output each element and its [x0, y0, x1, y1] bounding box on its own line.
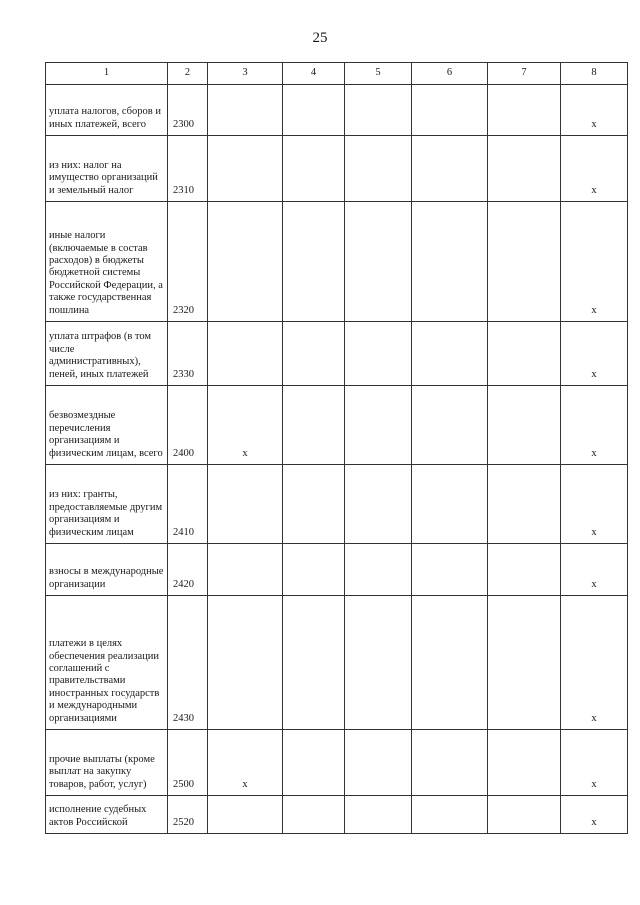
table-cell	[208, 730, 283, 796]
cell-mark: x	[591, 712, 597, 724]
table-cell	[412, 544, 488, 596]
cell-mark: x	[591, 368, 597, 380]
table-row	[46, 544, 628, 596]
table-cell	[283, 730, 345, 796]
table-row	[46, 596, 628, 730]
cell-mark: x	[591, 778, 597, 790]
table-cell	[561, 85, 628, 136]
row-label: из них: гранты, предоставляемые другим организациям и физическим лицам	[46, 465, 168, 544]
row-label: уплата штрафов (в том числе административных), пеней, иных платежей	[46, 322, 168, 386]
table-cell	[412, 796, 488, 834]
table-cell	[208, 136, 283, 202]
column-header-3: 3	[208, 63, 283, 85]
table-cell	[208, 386, 283, 465]
table-row	[46, 322, 628, 386]
table-cell	[283, 596, 345, 730]
table-cell	[488, 386, 561, 465]
table-cell	[208, 596, 283, 730]
row-label: исполнение судебных актов Российской	[46, 796, 168, 834]
cell-mark: x	[591, 578, 597, 590]
row-code: 2400	[168, 386, 208, 465]
row-code: 2500	[168, 730, 208, 796]
table-cell	[561, 202, 628, 322]
table-cell	[345, 136, 412, 202]
row-label: иные налоги (включаемые в состав расходов) в бюджеты бюджетной системы Российской Федерации, а также государственная пошлина	[46, 202, 168, 322]
table-cell	[488, 322, 561, 386]
table-row	[46, 85, 628, 136]
table-cell	[283, 322, 345, 386]
cell-mark: x	[242, 778, 248, 790]
row-label: безвозмездные перечисления организациям и физическим лицам, всего	[46, 386, 168, 465]
table-row	[46, 730, 628, 796]
column-header-8: 8	[561, 63, 628, 85]
cell-mark: x	[591, 816, 597, 828]
table-cell	[412, 85, 488, 136]
table-cell	[561, 544, 628, 596]
table-cell	[283, 136, 345, 202]
row-label: платежи в целях обеспечения реализации соглашений с правительствами иностранных государств и международными организациями	[46, 596, 168, 730]
row-code: 2330	[168, 322, 208, 386]
table-cell	[208, 322, 283, 386]
table-cell	[412, 136, 488, 202]
table-cell	[283, 465, 345, 544]
table-cell	[412, 386, 488, 465]
table-row	[46, 386, 628, 465]
column-header-4: 4	[283, 63, 345, 85]
table-cell	[345, 85, 412, 136]
table-cell	[283, 85, 345, 136]
cell-mark: x	[591, 304, 597, 316]
table-cell	[283, 796, 345, 834]
column-header-5: 5	[345, 63, 412, 85]
table-cell	[561, 322, 628, 386]
row-label: из них: налог на имущество организаций и земельный налог	[46, 136, 168, 202]
table-cell	[345, 730, 412, 796]
header-row	[46, 63, 628, 85]
cell-mark: x	[591, 184, 597, 196]
row-label: прочие выплаты (кроме выплат на закупку товаров, работ, услуг)	[46, 730, 168, 796]
cell-mark: x	[242, 447, 248, 459]
table-cell	[412, 730, 488, 796]
row-code: 2320	[168, 202, 208, 322]
column-header-1: 1	[46, 63, 168, 85]
row-code: 2520	[168, 796, 208, 834]
table-cell	[561, 730, 628, 796]
table-cell	[208, 202, 283, 322]
row-code: 2430	[168, 596, 208, 730]
table-cell	[561, 386, 628, 465]
table-cell	[283, 386, 345, 465]
table-cell	[561, 465, 628, 544]
table-cell	[488, 796, 561, 834]
table-cell	[488, 596, 561, 730]
table-cell	[345, 386, 412, 465]
page-number: 25	[312, 30, 328, 46]
table-cell	[412, 465, 488, 544]
table-cell	[345, 596, 412, 730]
table-row	[46, 796, 628, 834]
table-cell	[345, 322, 412, 386]
table-cell	[412, 322, 488, 386]
form-table	[45, 62, 628, 834]
row-code: 2300	[168, 85, 208, 136]
table-cell	[345, 544, 412, 596]
table-cell	[488, 85, 561, 136]
table-cell	[488, 465, 561, 544]
table-cell	[561, 136, 628, 202]
row-label: уплата налогов, сборов и иных платежей, всего	[46, 85, 168, 136]
cell-mark: x	[591, 118, 597, 130]
table-cell	[561, 596, 628, 730]
row-code: 2310	[168, 136, 208, 202]
table-cell	[412, 202, 488, 322]
table-row	[46, 136, 628, 202]
table-cell	[345, 465, 412, 544]
table-cell	[488, 544, 561, 596]
table-cell	[488, 730, 561, 796]
table-cell	[208, 544, 283, 596]
table-cell	[208, 796, 283, 834]
table-cell	[283, 202, 345, 322]
table-cell	[345, 796, 412, 834]
table-cell	[208, 85, 283, 136]
column-header-7: 7	[488, 63, 561, 85]
table-cell	[561, 796, 628, 834]
column-header-2: 2	[168, 63, 208, 85]
table-cell	[283, 544, 345, 596]
cell-mark: x	[591, 447, 597, 459]
table-row	[46, 465, 628, 544]
row-code: 2420	[168, 544, 208, 596]
table-cell	[488, 136, 561, 202]
table-cell	[412, 596, 488, 730]
row-code: 2410	[168, 465, 208, 544]
cell-mark: x	[591, 526, 597, 538]
table-cell	[488, 202, 561, 322]
table-row	[46, 202, 628, 322]
row-label: взносы в международные организации	[46, 544, 168, 596]
table-cell	[208, 465, 283, 544]
table-cell	[345, 202, 412, 322]
column-header-6: 6	[412, 63, 488, 85]
